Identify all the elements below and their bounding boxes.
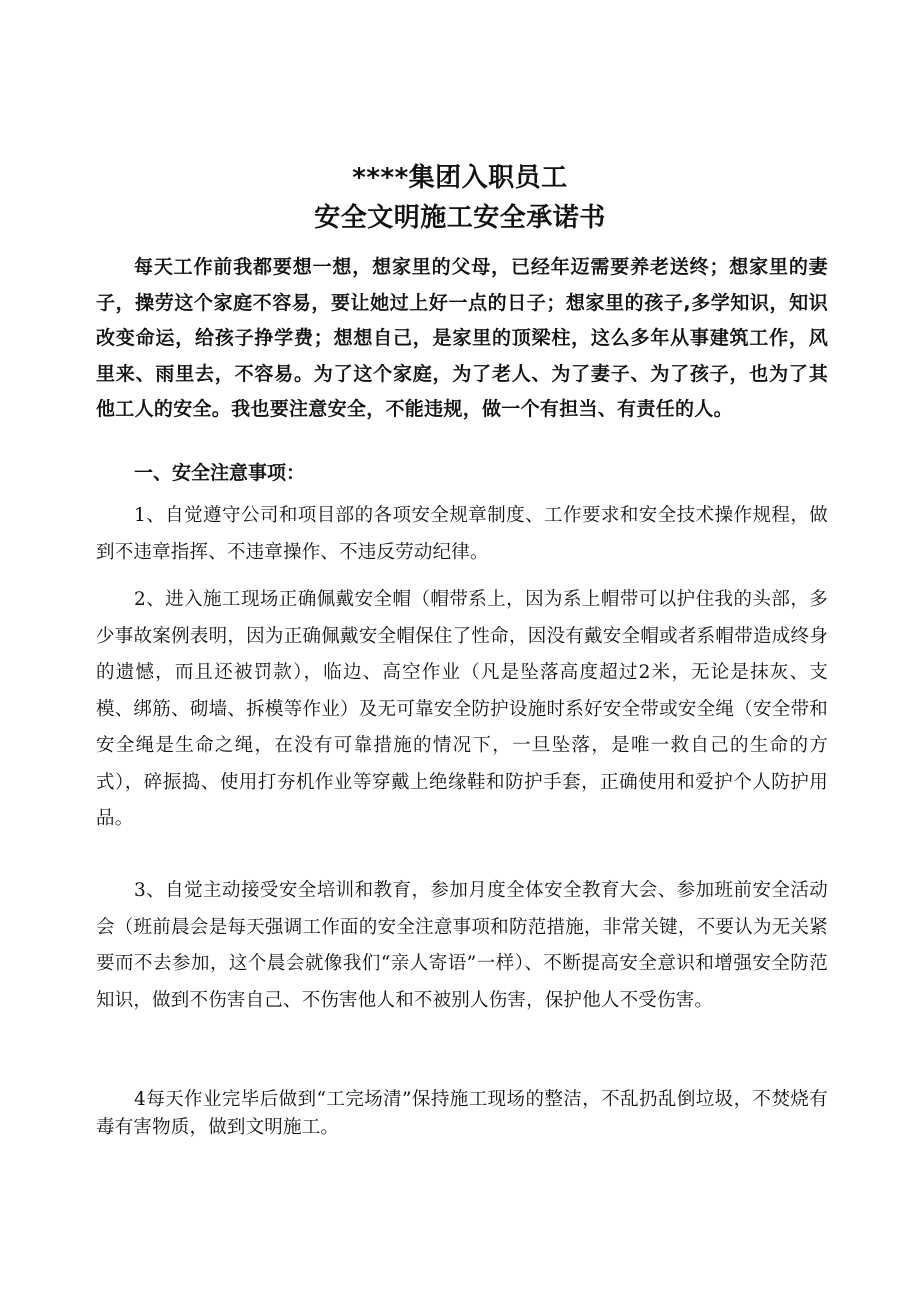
intro-paragraph: 每天工作前我都要想一想，想家里的父母，已经年迈需要养老送终；想家里的妻子，操劳这个家庭不容易，要让她过上好一点的日子；想家里的孩子,多学知识，知识改变命运，给孩子挣学费；想想自己，是家里的顶梁柱，这么多年从事建筑工作，风里来、雨里去，不容易。为了这个家庭，为了老人、为了妻子、为了孩子，也为了其他工人的安全。我也要注意安全，不能违规，做一个有担当、有责任的人。	[96, 256, 828, 420]
list-item: 3、自觉主动接受安全培训和教育，参加月度全体安全教育大会、参加班前安全活动会（班前晨会是每天强调工作面的安全注意事项和防范措施，非常关键，不要认为无关紧要而不去参加，这个晨会就像我们“亲人寄语”一样）、不断提高安全意识和增强安全防范知识，做到不伤害自己、不伤害他人和不被别人伤害，保护他人不受伤害。	[96, 880, 828, 1011]
list-item: 1、自觉遵守公司和项目部的各项安全规章制度、工作要求和安全技术操作规程，做到不违章指挥、不违章操作、不违反劳动纪律。	[96, 505, 828, 563]
list-item: 4每天作业完毕后做到“工完场清”保持施工现场的整洁，不乱扔乱倒垃圾，不焚烧有毒有害物质，做到文明施工。	[96, 1089, 828, 1138]
section-heading: 一、安全注意事项：	[134, 462, 306, 484]
document-title-line-2: 安全文明施工安全承诺书	[314, 203, 606, 233]
document-title-line-1: ****集团入职员工	[352, 163, 568, 193]
list-item: 2、进入施工现场正确佩戴安全帽（帽带系上，因为系上帽带可以护住我的头部，多少事故案例表明，因为正确佩戴安全帽保住了性命，因没有戴安全帽或者系帽带造成终身的遗憾，而且还被罚款），临边、高空作业（凡是坠落高度超过2米，无论是抹灰、支模、绑筋、砌墙、拆模等作业）及无可靠安全防护设施时系好安全带或安全绳（安全带和安全绳是生命之绳，在没有可靠措施的情况下，一旦坠落，是唯一救自己的生命的方式），碎振捣、使用打夯机作业等穿戴上绝缘鞋和防护手套，正确使用和爱护个人防护用品。	[96, 589, 828, 829]
